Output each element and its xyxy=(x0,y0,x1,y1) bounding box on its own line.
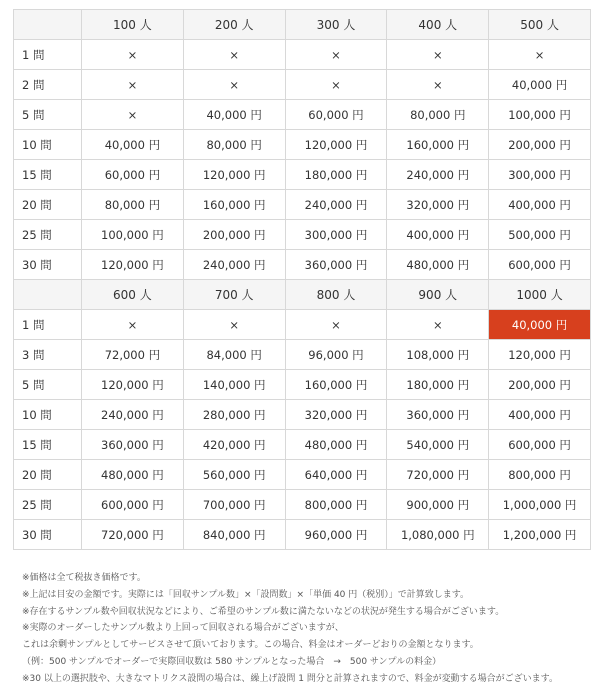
note-line: これは余剰サンプルとしてサービスさせて頂いております。この場合、料金はオーダーどおりの金額となります。 xyxy=(22,640,479,651)
price-cell: 840,000 円 xyxy=(183,520,285,550)
price-cell: 80,000 円 xyxy=(82,190,184,220)
price-cell: 480,000 円 xyxy=(82,460,184,490)
price-cell: 1,000,000 円 xyxy=(489,490,591,520)
row-header-question-count: 10 問 xyxy=(14,400,82,430)
price-cell: 480,000 円 xyxy=(285,430,387,460)
price-cell: × xyxy=(489,40,591,70)
row-header-question-count: 25 問 xyxy=(14,220,82,250)
price-cell: 400,000 円 xyxy=(387,220,489,250)
price-cell: 240,000 円 xyxy=(387,160,489,190)
column-header-sample-count: 600 人 xyxy=(82,280,184,310)
column-header-sample-count: 800 人 xyxy=(285,280,387,310)
price-cell: 120,000 円 xyxy=(183,160,285,190)
price-cell: 320,000 円 xyxy=(387,190,489,220)
price-cell: 120,000 円 xyxy=(285,130,387,160)
column-header-sample-count: 500 人 xyxy=(489,10,591,40)
price-cell: 120,000 円 xyxy=(82,370,184,400)
price-cell: 560,000 円 xyxy=(183,460,285,490)
column-header-sample-count: 700 人 xyxy=(183,280,285,310)
note-line: ※上記は目安の金額です。実際には「回収サンプル数」×「設問数」×「単価 40 円（税別）」で計算致します。 xyxy=(22,589,470,600)
table-row xyxy=(14,40,591,70)
table-row xyxy=(14,250,591,280)
price-cell-highlighted: 40,000 円 xyxy=(489,310,591,340)
price-cell: 400,000 円 xyxy=(489,190,591,220)
row-header-question-count: 2 問 xyxy=(14,70,82,100)
price-cell: 100,000 円 xyxy=(82,220,184,250)
price-cell: 600,000 円 xyxy=(82,490,184,520)
price-cell: 720,000 円 xyxy=(387,460,489,490)
column-header-sample-count: 400 人 xyxy=(387,10,489,40)
row-header-question-count: 25 問 xyxy=(14,490,82,520)
price-cell: 420,000 円 xyxy=(183,430,285,460)
price-cell: × xyxy=(183,310,285,340)
price-cell: 320,000 円 xyxy=(285,400,387,430)
table-row xyxy=(14,100,591,130)
note-line: （例：500 サンプルでオーダーで実際回収数は 580 サンプルとなった場合 → 500 サンプルの料金） xyxy=(22,656,442,667)
price-cell: 640,000 円 xyxy=(285,460,387,490)
price-cell: 84,000 円 xyxy=(183,340,285,370)
price-cell: 400,000 円 xyxy=(489,400,591,430)
column-header-sample-count: 900 人 xyxy=(387,280,489,310)
table-row xyxy=(14,160,591,190)
price-cell: 80,000 円 xyxy=(387,100,489,130)
price-cell: 40,000 円 xyxy=(183,100,285,130)
price-cell: 120,000 円 xyxy=(489,340,591,370)
price-cell: 900,000 円 xyxy=(387,490,489,520)
price-cell: × xyxy=(183,40,285,70)
price-cell: 160,000 円 xyxy=(387,130,489,160)
price-cell: 300,000 円 xyxy=(489,160,591,190)
table-row xyxy=(14,370,591,400)
price-cell: 1,200,000 円 xyxy=(489,520,591,550)
price-cell: × xyxy=(82,40,184,70)
price-cell: 700,000 円 xyxy=(183,490,285,520)
row-header-question-count: 5 問 xyxy=(14,370,82,400)
table-row xyxy=(14,70,591,100)
price-cell: 72,000 円 xyxy=(82,340,184,370)
price-cell: 960,000 円 xyxy=(285,520,387,550)
price-cell: 160,000 円 xyxy=(183,190,285,220)
table-row xyxy=(14,490,591,520)
table-header-row xyxy=(14,280,591,310)
column-header-sample-count: 300 人 xyxy=(285,10,387,40)
price-table-container xyxy=(13,9,590,550)
price-cell: 240,000 円 xyxy=(183,250,285,280)
price-cell: 96,000 円 xyxy=(285,340,387,370)
price-cell: 108,000 円 xyxy=(387,340,489,370)
row-header-question-count: 10 問 xyxy=(14,130,82,160)
row-header-question-count: 15 問 xyxy=(14,430,82,460)
row-header-question-count: 3 問 xyxy=(14,340,82,370)
price-cell: 180,000 円 xyxy=(285,160,387,190)
row-header-question-count: 20 問 xyxy=(14,460,82,490)
table-row xyxy=(14,130,591,160)
table-row xyxy=(14,190,591,220)
price-cell: 540,000 円 xyxy=(387,430,489,460)
column-header-sample-count: 100 人 xyxy=(82,10,184,40)
table-row xyxy=(14,400,591,430)
row-header-question-count: 20 問 xyxy=(14,190,82,220)
corner-cell xyxy=(14,10,82,40)
price-cell: 60,000 円 xyxy=(285,100,387,130)
price-cell: 40,000 円 xyxy=(82,130,184,160)
price-cell: 800,000 円 xyxy=(285,490,387,520)
price-cell: × xyxy=(387,70,489,100)
price-cell: 1,080,000 円 xyxy=(387,520,489,550)
price-cell: × xyxy=(387,40,489,70)
price-cell: × xyxy=(387,310,489,340)
price-cell: 480,000 円 xyxy=(387,250,489,280)
table-row xyxy=(14,430,591,460)
price-cell: 240,000 円 xyxy=(82,400,184,430)
price-cell: 240,000 円 xyxy=(285,190,387,220)
price-cell: 160,000 円 xyxy=(285,370,387,400)
price-cell: 200,000 円 xyxy=(489,370,591,400)
price-cell: × xyxy=(285,310,387,340)
row-header-question-count: 30 問 xyxy=(14,250,82,280)
row-header-question-count: 30 問 xyxy=(14,520,82,550)
price-cell: × xyxy=(82,100,184,130)
table-header-row xyxy=(14,10,591,40)
row-header-question-count: 1 問 xyxy=(14,40,82,70)
price-cell: 280,000 円 xyxy=(183,400,285,430)
price-cell: × xyxy=(285,40,387,70)
price-cell: 140,000 円 xyxy=(183,370,285,400)
row-header-question-count: 15 問 xyxy=(14,160,82,190)
note-line: ※価格は全て税抜き価格です。 xyxy=(22,573,146,583)
row-header-question-count: 1 問 xyxy=(14,310,82,340)
price-cell: 600,000 円 xyxy=(489,250,591,280)
price-cell: × xyxy=(285,70,387,100)
price-cell: × xyxy=(82,70,184,100)
note-line: ※30 以上の選択肢や、大きなマトリクス設問の場合は、繰上げ設問 1 問分と計算されますので、料金が変動する場合がございます。 xyxy=(22,673,558,684)
row-header-question-count: 5 問 xyxy=(14,100,82,130)
price-cell: × xyxy=(183,70,285,100)
column-header-sample-count: 1000 人 xyxy=(489,280,591,310)
price-cell: 300,000 円 xyxy=(285,220,387,250)
price-cell: 800,000 円 xyxy=(489,460,591,490)
note-line: ※存在するサンプル数や回収状況などにより、ご希望のサンプル数に満たないなどの状況が発生する場合がございます。 xyxy=(22,606,505,617)
price-cell: 200,000 円 xyxy=(183,220,285,250)
price-cell: 600,000 円 xyxy=(489,430,591,460)
price-cell: 720,000 円 xyxy=(82,520,184,550)
price-cell: 60,000 円 xyxy=(82,160,184,190)
price-table xyxy=(13,9,591,550)
table-row xyxy=(14,520,591,550)
table-row xyxy=(14,310,591,340)
price-cell: 360,000 円 xyxy=(387,400,489,430)
table-row xyxy=(14,460,591,490)
price-cell: 120,000 円 xyxy=(82,250,184,280)
price-cell: 180,000 円 xyxy=(387,370,489,400)
table-row xyxy=(14,220,591,250)
price-cell: 360,000 円 xyxy=(285,250,387,280)
price-cell: 40,000 円 xyxy=(489,70,591,100)
price-cell: 100,000 円 xyxy=(489,100,591,130)
price-cell: 80,000 円 xyxy=(183,130,285,160)
table-row xyxy=(14,340,591,370)
price-cell: 500,000 円 xyxy=(489,220,591,250)
price-cell: × xyxy=(82,310,184,340)
notes-section xyxy=(22,570,592,688)
column-header-sample-count: 200 人 xyxy=(183,10,285,40)
price-cell: 360,000 円 xyxy=(82,430,184,460)
corner-cell xyxy=(14,280,82,310)
note-line: ※実際のオーダーしたサンプル数より上回って回収される場合がございますが、 xyxy=(22,623,344,634)
price-cell: 200,000 円 xyxy=(489,130,591,160)
